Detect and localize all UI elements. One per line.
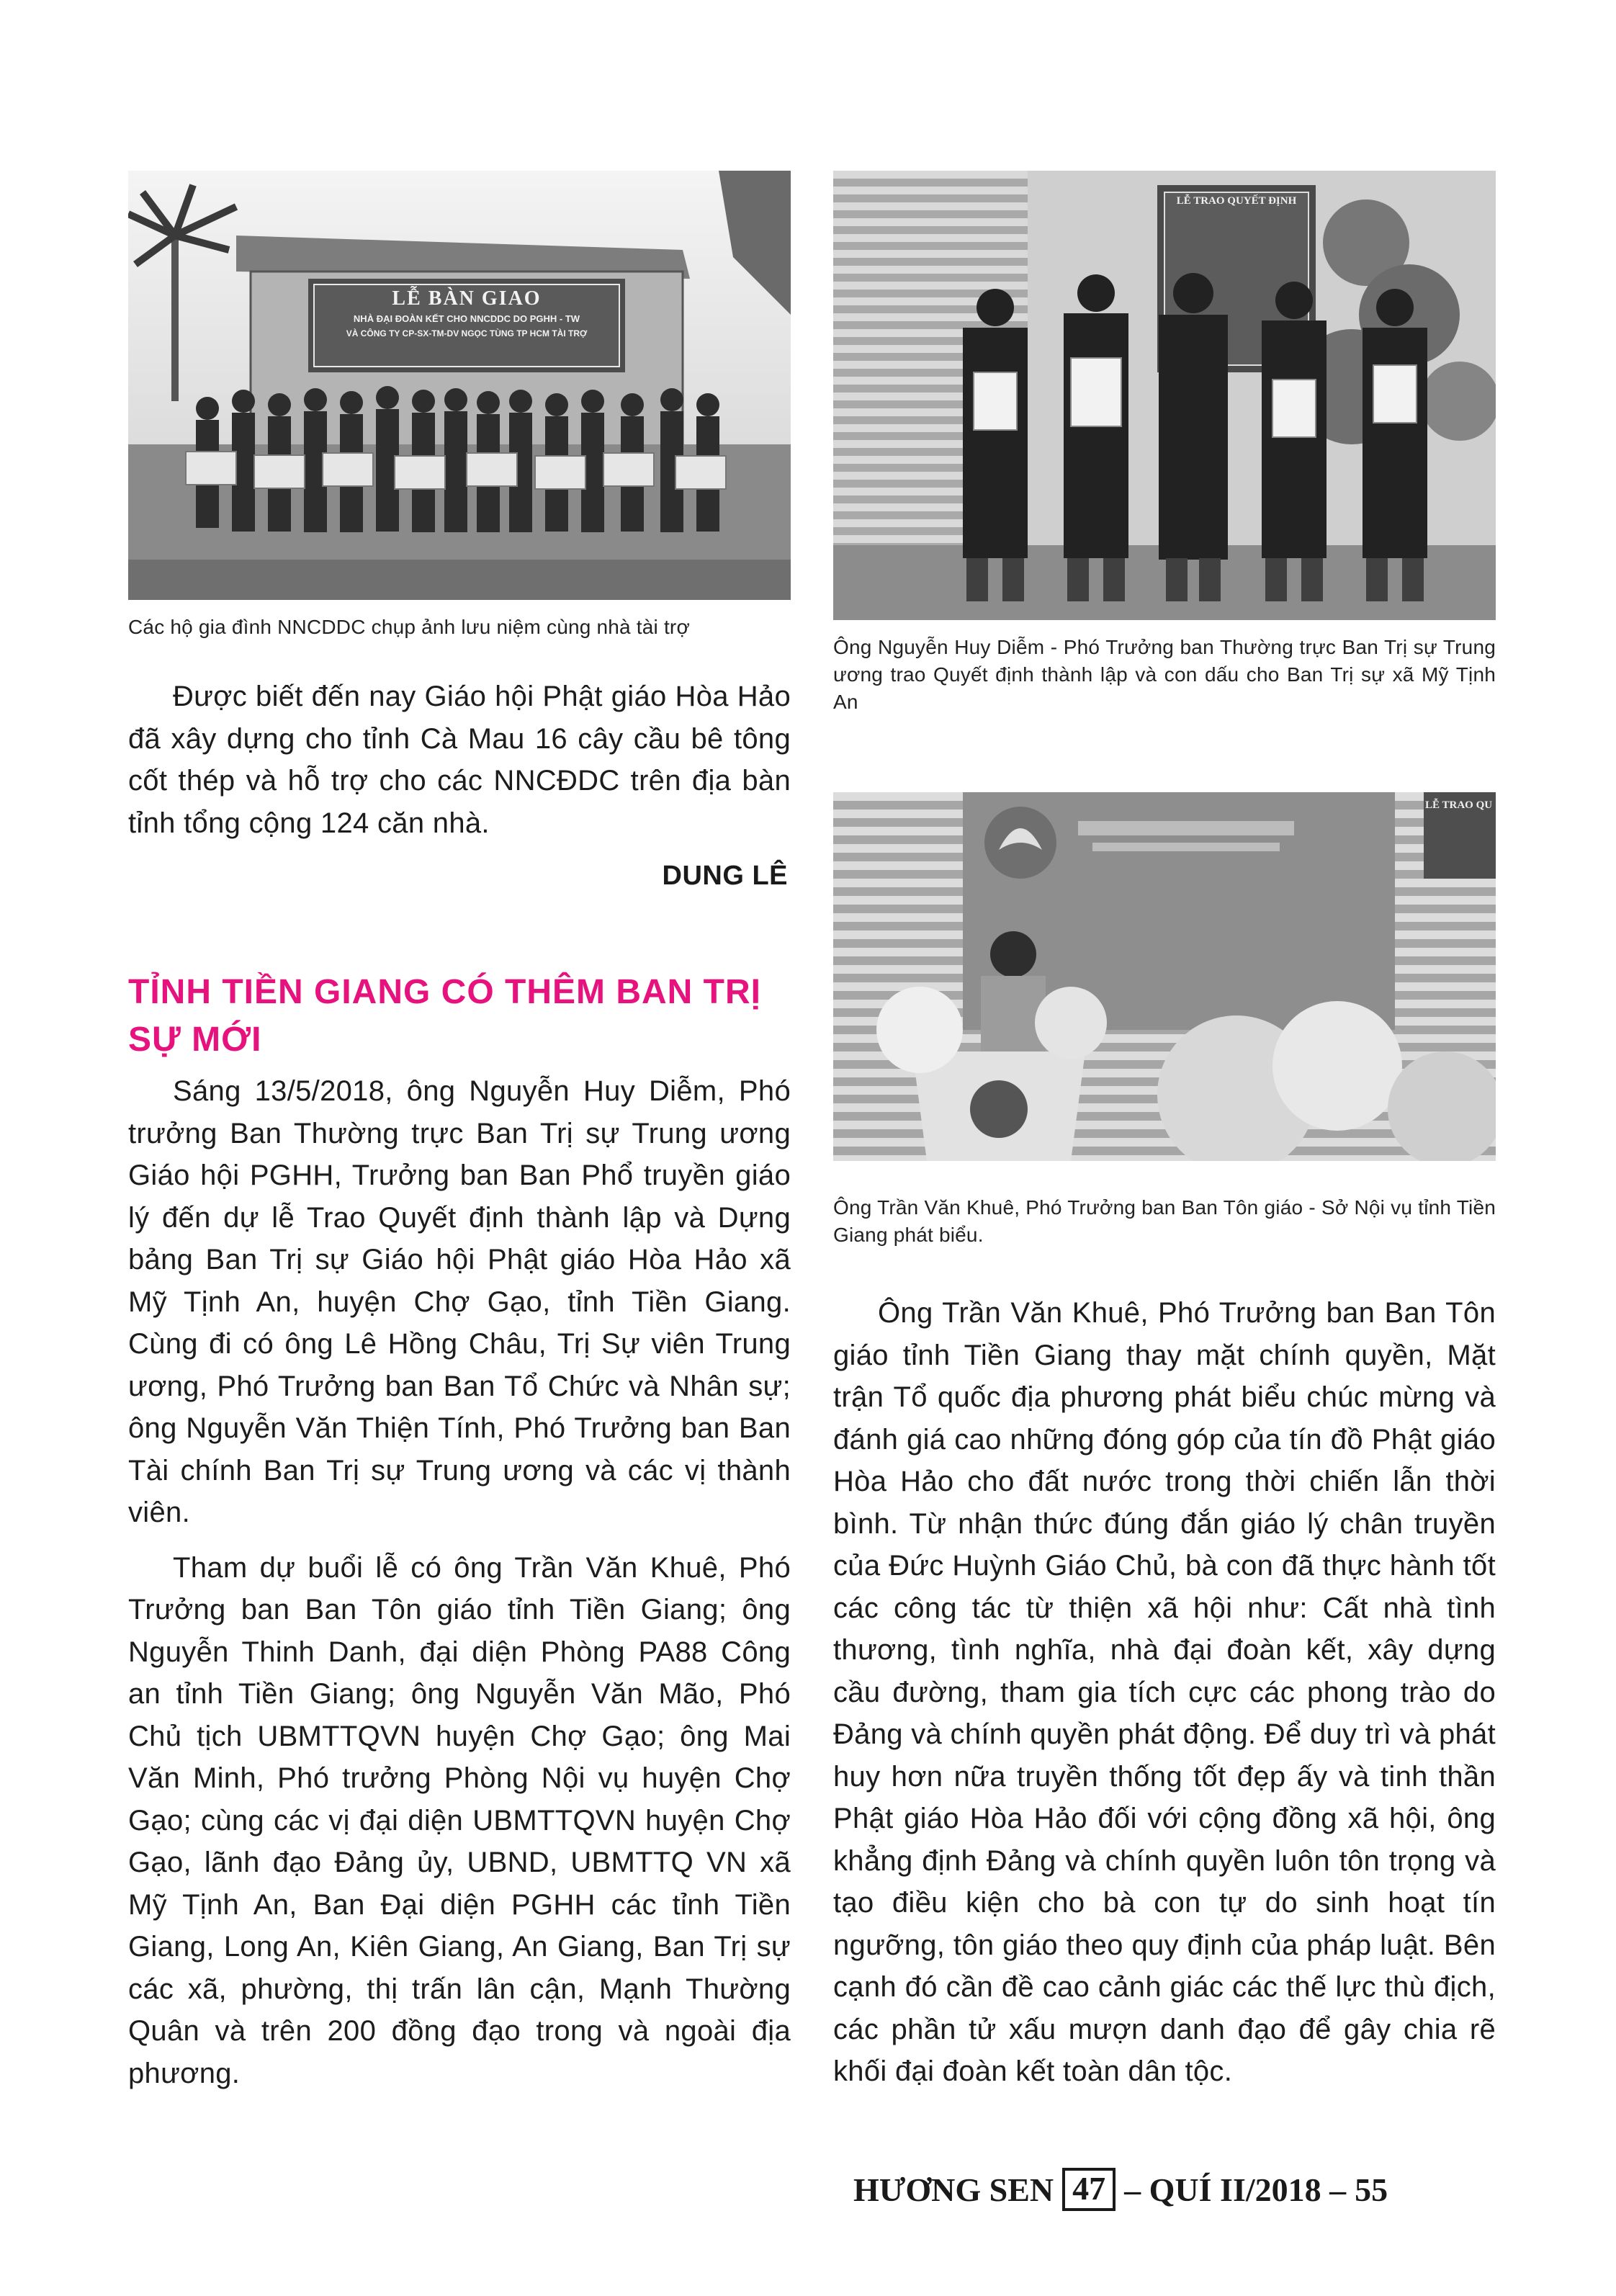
article2-paragraph-3: Ông Trần Văn Khuê, Phó Trưởng ban Ban Tôn giáo tỉnh Tiền Giang thay mặt chính quyền, Mặt trận Tổ quốc địa phương phát biểu chúc mừng và đánh giá cao những đóng góp của tín đồ Phật giáo Hòa Hảo cho đất nước trong thời chiến lẫn thời bình. Từ nhận thức đúng đắn giáo lý chân truyền của Đức Huỳnh Giáo Chủ, bà con đã thực hành tốt các công tác từ thiện xã hội như: Cất nhà tình thương, tình nghĩa, nhà đại đoàn kết, xây dựng cầu đường, tham gia tích cực các phong trào do Đảng và chính quyền phát động. Để duy trì và phát huy hơn nữa truyền thống tốt đẹp ấy và tinh thần Phật giáo Hòa Hảo đối với cộng đồng xã hội, ông khẳng định Đảng và chính quyền luôn tôn trọng và tạo điều kiện cho bà con tự do sinh hoạt tín ngưỡng, tôn giáo theo quy định của pháp luật. Bên cạnh đó cần đề cao cảnh giác các thế lực thù địch, các phần tử xấu mượn danh đạo để gây chia rẽ khối đại đoàn kết toàn dân tộc. (833, 1297, 1496, 2087)
page-footer (853, 2168, 1388, 2211)
article2-paragraph-2: Tham dự buổi lễ có ông Trần Văn Khuê, Phó Trưởng ban Ban Tôn giáo tỉnh Tiền Giang; ông Nguyễn Thinh Danh, đại diện Phòng PA88 Công an tỉnh Tiền Giang; ông Nguyễn Văn Mão, Phó Chủ tịch UBMTTQVN huyện Chợ Gạo; ông Mai Văn Minh, Phó trưởng Phòng Nội vụ huyện Chợ Gạo; cùng các vị đại diện UBMTTQVN huyện Chợ Gạo, lãnh đạo Đảng ủy, UBND, UBMTTQ VN xã Mỹ Tịnh An, Ban Đại diện PGHH các tỉnh Tiền Giang, Long An, Kiên Giang, An Giang, Ban Trị sự các xã, phường, thị trấn lân cận, Mạnh Thường Quân và trên 200 đồng đạo trong và ngoài địa phương. (128, 1551, 791, 2089)
issue-number: 47 (1062, 2168, 1116, 2211)
handover-photo (128, 171, 791, 600)
speech-photo-illustration (833, 792, 1496, 1161)
issue-quarter: – QUÍ II/2018 – (1124, 2171, 1347, 2208)
article2-paragraph-1: Sáng 13/5/2018, ông Nguyễn Huy Diễm, Phó trưởng Ban Thường trực Ban Trị sự Trung ương Giáo hội PGHH, Trưởng ban Ban Phổ truyền giáo lý đến dự lễ Trao Quyết định thành lập và Dựng bảng Ban Trị sự Giáo hội Phật giáo Hòa Hảo xã Mỹ Tịnh An, huyện Chợ Gạo, tỉnh Tiền Giang. Cùng đi có ông Lê Hồng Châu, Trị Sự viên Trung ương, Phó Trưởng ban Ban Tổ Chức và Nhân sự; ông Nguyễn Văn Thiện Tính, Phó Trưởng ban Ban Tài chính Ban Trị sự Trung ương và các vị thành viên. (128, 1075, 791, 1528)
ceremony-photo (833, 171, 1496, 620)
handover-banner (317, 286, 616, 341)
page-number: 55 (1355, 2171, 1388, 2208)
speech-photo (833, 792, 1496, 1161)
ceremony-photo-caption: Ông Nguyễn Huy Diễm - Phó Trưởng ban Thường trực Ban Trị sự Trung ương trao Quyết định thành lập và con dấu cho Ban Trị sự xã Mỹ Tịnh An (833, 636, 1496, 713)
article1-paragraph (128, 676, 791, 844)
handover-photo-illustration (128, 171, 791, 600)
article1-author: DUNG LÊ (662, 861, 788, 891)
article2-headline: TỈNH TIỀN GIANG CÓ THÊM BAN TRỊ SỰ MỚI (128, 973, 761, 1059)
ceremony-banner-title: LỄ TRAO QUYẾT ĐỊNH (1176, 195, 1297, 207)
ceremony-photo-illustration (833, 171, 1496, 620)
speech-banner-title: LỄ TRAO QU (1425, 799, 1493, 811)
handover-photo-caption: Các hộ gia đình NNCDDC chụp ảnh lưu niệm cùng nhà tài trợ (128, 616, 691, 638)
speech-photo-caption: Ông Trần Văn Khuê, Phó Trưởng ban Ban Tôn giáo - Sở Nội vụ tỉnh Tiền Giang phát biểu. (833, 1196, 1496, 1246)
magazine-name: HƯƠNG SEN (853, 2171, 1054, 2208)
article2-left-column (128, 1070, 791, 2094)
handover-banner-line3: VÀ CÔNG TY CP-SX-TM-DV NGỌC TÙNG TP HCM TÀI TRỢ (346, 328, 588, 338)
article2-right-column (833, 1292, 1496, 2093)
article1-paragraph-text: Được biết đến nay Giáo hội Phật giáo Hòa Hảo đã xây dựng cho tỉnh Cà Mau 16 cây cầu bê tông cốt thép và hỗ trợ cho các NNCĐDC trên địa bàn tỉnh tổng cộng 124 căn nhà. (128, 681, 791, 839)
handover-banner-title: LỄ BÀN GIAO (392, 287, 542, 310)
handover-banner-line2: NHÀ ĐẠI ĐOÀN KẾT CHO NNCDDC DO PGHH - TW (353, 313, 580, 324)
